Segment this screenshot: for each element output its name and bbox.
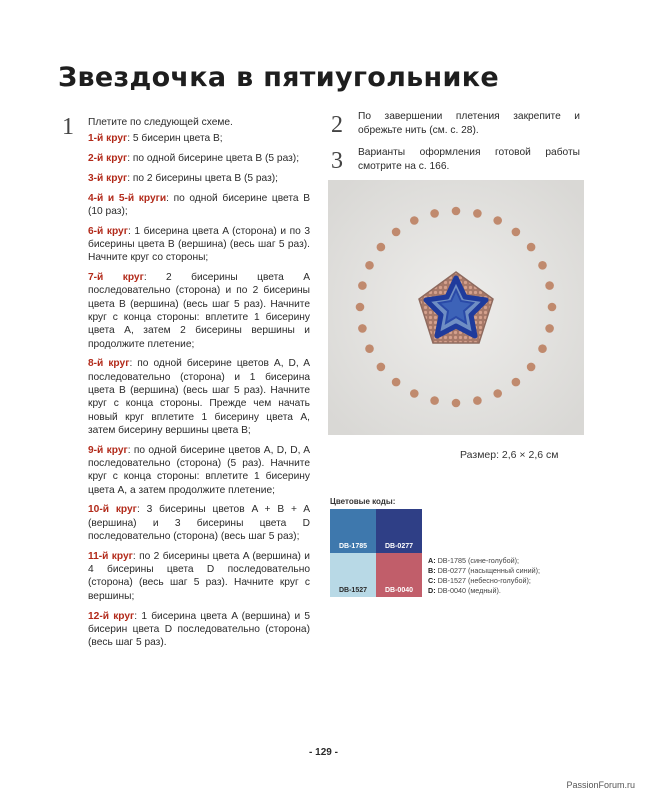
swatch-c (330, 553, 376, 597)
step-2-text: По завершении плетения закрепите и обрежьте нить (см. с. 28). (358, 111, 580, 136)
round-label: 3-й круг (88, 172, 128, 184)
swatch-d (376, 553, 422, 597)
round-item (88, 132, 310, 145)
round-item (88, 503, 310, 543)
round-label: 2-й круг (88, 153, 128, 165)
bead (410, 216, 419, 225)
round-text: : по одной бисерине цветов A, D, D, A последовательно (сторона) (5 раз). Начните круг с конца стороны: вплетите 1 бисерину цвета A, а затем продолжите плетение; (88, 444, 311, 496)
bead (545, 324, 554, 333)
page-number: - 129 - (309, 747, 338, 758)
legend-item: C: DB-1527 (небесно-голубой); (428, 576, 531, 585)
product-photo (328, 180, 584, 435)
round-text: : 3 бисерины цветов A + B + A (вершина) и 3 бисерины цвета D последовательно (сторона) (весь шаг 5 раз); (88, 504, 310, 543)
bead (548, 303, 557, 312)
legend-item: A: DB-1785 (сине-голубой); (428, 556, 520, 565)
bead (512, 378, 521, 387)
round-text: : по 2 бисерины цвета A (вершина) и 4 бисерины цвета D последовательно (сторона) (весь шаг 5 раз). Начните круг с вершины; (88, 550, 310, 602)
beaded-star-image (328, 180, 584, 435)
round-item (88, 152, 310, 165)
bead (493, 216, 502, 225)
round-label: 1-й круг (88, 133, 128, 145)
bead (365, 344, 374, 353)
round-item (88, 550, 310, 603)
step-1-number: 1 (62, 114, 74, 140)
bead (545, 281, 554, 290)
round-item (88, 192, 310, 219)
round-item (88, 172, 310, 185)
bead (512, 228, 521, 237)
round-item (88, 271, 310, 351)
bead (452, 399, 461, 408)
bead (430, 209, 439, 218)
round-text: : 1 бисерина цвета A (вершина) и 5 бисерин цвета D последовательно (сторона) (весь шаг 5 раз). (88, 610, 310, 649)
bead (356, 303, 365, 312)
bead (377, 363, 386, 372)
swatch-code: DB-0040 (384, 587, 413, 594)
bead (430, 396, 439, 405)
bead (377, 243, 386, 252)
round-label: 8-й круг (88, 358, 130, 370)
round-label: 9-й круг (88, 444, 128, 456)
round-item (88, 225, 310, 265)
legend-item: B: DB-0277 (насыщенный синий); (428, 566, 541, 575)
round-label: 6-й круг (88, 225, 128, 237)
bead (473, 396, 482, 405)
step-3-number: 3 (331, 148, 343, 174)
watermark: PassionForum.ru (566, 780, 635, 790)
round-item (88, 444, 310, 497)
round-label: 7-й круг (88, 272, 144, 284)
step-3-text: Варианты оформления готовой работы смотрите на с. 166. (358, 147, 580, 172)
color-codes-title: Цветовые коды: (330, 497, 396, 506)
swatch-b (376, 509, 422, 553)
bead (527, 243, 536, 252)
round-label: 12-й круг (88, 610, 135, 622)
bead (358, 281, 367, 290)
size-caption: Размер: 2,6 × 2,6 см (460, 449, 559, 461)
bead (527, 363, 536, 372)
bead (392, 228, 401, 237)
swatch-code: DB-0277 (384, 543, 413, 550)
bead (358, 324, 367, 333)
bead (473, 209, 482, 218)
round-label: 11-й круг (88, 550, 133, 562)
step-1-intro: Плетите по следующей схеме. (88, 117, 233, 128)
bead (452, 207, 461, 216)
round-text: : 5 бисерин цвета B; (127, 133, 223, 145)
bead (538, 261, 547, 270)
bead (365, 261, 374, 270)
round-item (88, 357, 310, 437)
bead (493, 389, 502, 398)
step-1-instructions (88, 116, 310, 656)
round-label: 4-й и 5-й круги (88, 192, 167, 204)
legend-item: D: DB-0040 (медный). (428, 586, 501, 595)
swatch-code: DB-1527 (338, 587, 367, 594)
round-text: : 2 бисерины цвета A последовательно (сторона) и по 2 бисерины цвета B (вершина) (весь шаг 5 раз). Начните круг с конца стороны: вплетите 1 бисерину цвета A, затем 2 бисерины вершины и продолжите плетение; (88, 272, 310, 350)
round-text: : 1 бисерина цвета A (сторона) и по 3 бисерины цвета B (вершина) (весь шаг 5 раз). Начните круг со стороны; (88, 225, 311, 264)
bead (392, 378, 401, 387)
rounds-list (88, 132, 310, 649)
page-title: Звездочка в пятиугольнике (58, 62, 499, 93)
step-2-number: 2 (331, 112, 343, 138)
round-text: : по одной бисерине цветов A, D, A последовательно (сторона) и 1 бисерина цвета B (вершина) (весь шаг 5 раз). Начните круг с конца стороны. Прежде чем начать новый круг вплетите 1 бисерину цвета A, затем бисерину вершины цвета B; (88, 358, 310, 436)
round-item (88, 610, 310, 650)
round-text: : по одной бисерине цвета B (10 раз); (88, 192, 310, 217)
round-label: 10-й круг (88, 504, 137, 516)
swatch-a (330, 509, 376, 553)
bead (538, 344, 547, 353)
round-text: : по 2 бисерины цвета B (5 раз); (127, 172, 278, 184)
round-text: : по одной бисерине цвета B (5 раз); (127, 153, 300, 165)
bead (410, 389, 419, 398)
color-legend (428, 556, 540, 596)
swatch-code: DB-1785 (338, 543, 367, 550)
